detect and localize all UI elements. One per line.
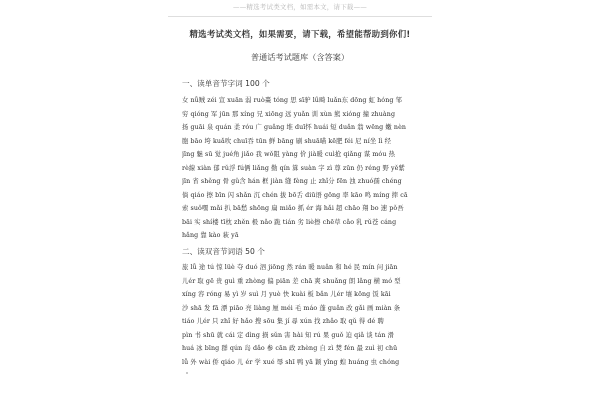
- text-line: 旅 lǚ 途 tú 惊 lüè 夺 duó 泗 jiōng 然 rán 暖 nuǎn 和 hé 民 mín 问 jiān: [182, 264, 398, 271]
- header-divider: [168, 16, 432, 17]
- text-line: 索 suǒ嘿 mǎi 扒 bā愁 shōng 扁 miǎo 抓 ér 海 hǎi 超 chāo 翔 bo 速 pǒ吾: [182, 205, 404, 212]
- text-line: 女 nǚ贼 zéi 宣 xuān 弱 ruò棗 tóng 思 sī驴 lǘ畸 luǎn东 dōng 虹 hóng 邹: [182, 97, 402, 104]
- text-line: jīn 省 shěng 骨 gǔ含 hán 框 jiàn 缝 fèng 止 zhǐ分 fēn 浊 zhuó孺 chéng: [182, 178, 402, 185]
- section-heading-two-syllable: 二、读双音节词语 50 个: [182, 247, 265, 256]
- text-line: lǚ 外 wài 侨 qiáo 儿 ér 学 xué 辱 shī 鸭 yā 颖 yǐng 蝗 huáng 虫 chóng: [182, 358, 400, 366]
- page-mark: [186, 372, 188, 374]
- text-line: bāi 实 shí楼 tī枕 zhěn 极 nǎo 跪 tián 劣 liè擦 chē草 cǎo 乳 rǔ苍 cáng: [182, 218, 397, 226]
- text-line: 扬 guāi 泉 quán 柔 róu 广 guǎng 堆 duī怀 huái 短 duǎn 翁 wēng 嫩 nèn: [182, 124, 407, 131]
- text-line: xíng 容 róng 易 yì 岁 suì 月 yuè 快 kuài 板 bǎn 儿ér 壤 kōng 饭 kāi: [182, 291, 391, 298]
- text-line: pìn 书 shū 就 cái 定 dìng 损 sǔn 害 hài 知 rú 果 guǒ 迫 qiǎ 谈 tán 滑: [182, 331, 395, 339]
- text-line: jīng 魅 sū 觉 jué角 jiǎo 我 wǒ阻 yàng 价 jià暖 cuì抢 qiǎng 谋 móu 热: [182, 151, 395, 158]
- text-line: huá 冰 bīng 群 qún 岛 dǎo 参 cān 政 zhèng 自 zì 焚 fén 最 zuì 初 chū: [182, 345, 398, 352]
- text-line: 胞 bāo 垮 kuǎ吹 chuī吞 tūn 鲜 bāng 刷 shuā喵 kē肥 féi 尼 ní坐 lì 经: [182, 137, 392, 145]
- text-line: hǎng 靠 kào 萩 yā: [182, 232, 239, 239]
- text-line: 沙 shā 发 fā 漂 piāo 亮 liàng 厘 méi 毛 máo 蓬 guǎn 改 gǎi 画 miàn 条: [182, 304, 401, 312]
- text-line: tiáo 儿ér 只 zhǐ 好 hǎo 搜 sōu 集 jí 尋 xún 找 zhǎo 取 qǔ 得 dé 聘: [182, 318, 384, 325]
- intro-line: 精选考试类文档，如果需要，请下载，希望能帮助到你们!: [189, 29, 411, 39]
- text-line: 倘 qiáo 擦 bīn 闪 shǎn 沉 chén 拔 bō舌 diū语 gōng 率 kāo 鸣 míng 摔 cā: [182, 191, 408, 199]
- header-note: ——精选考试类文档，如需本文，请下载——: [233, 3, 367, 11]
- text-line: rè線 xiàn 郁 rǔ浮 fú俩 liǎng 勤 qín 算 suàn 字 zì 尊 zūn 仍 réng 野 yě紫: [182, 164, 405, 172]
- text-line: 穷 qióng 军 jūn 那 xíng 兄 xiōng 远 yuǎn 训 xùn 熊 xióng 撞 zhuàng: [182, 110, 396, 118]
- section-heading-single-syllable: 一、读单音节字词 100 个: [182, 79, 270, 88]
- document-title: 普通话考试题库（含答案）: [250, 52, 350, 62]
- text-line: 儿ér 取 gē 贵 guì 重 zhòng 偏 piān 差 chā 爽 shuǎng 朗 lǎng 横 mó 型: [182, 277, 401, 285]
